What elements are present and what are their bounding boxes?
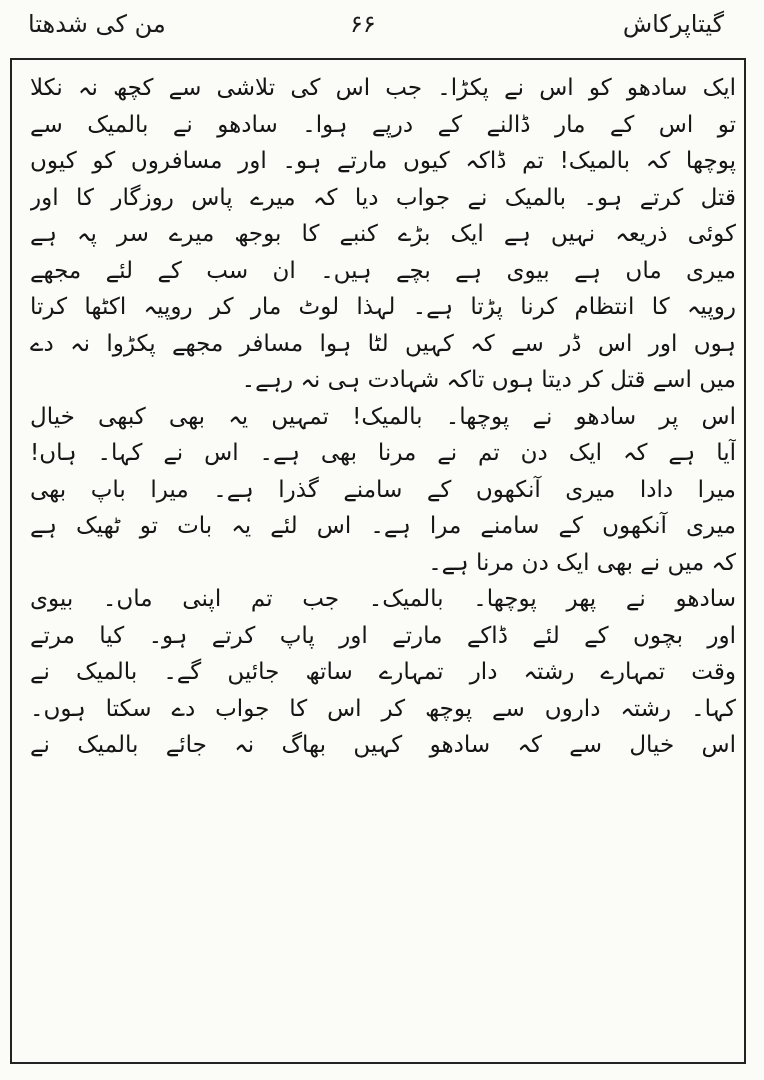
text-line: ہوں اور اس ڈر سے کہ کہیں لٹا ہوا مسافر مجھے پکڑوا نہ دے <box>30 330 736 357</box>
text-line: اور بچوں کے لئے ڈاکے مارتے اور پاپ کرتے ہو۔ کیا مرتے <box>30 622 736 649</box>
book-title: گیتاپرکاش <box>622 10 724 38</box>
text-line: سادھو نے پھر پوچھا۔ بالمیک۔ جب تم اپنی ماں۔ بیوی <box>30 586 736 612</box>
page-number: ۶۶ <box>350 10 376 38</box>
text-line: میری آنکھوں کے سامنے مرا ہے۔ اس لئے یہ بات تو ٹھیک ہے <box>30 513 736 539</box>
text-line: میری ماں ہے بیوی ہے بچے ہیں۔ ان سب کے لئے مجھے <box>30 257 736 284</box>
body-text <box>30 70 736 764</box>
text-line: میں اسے قتل کر دیتا ہوں تاکہ شہادت ہی نہ رہے۔ <box>241 367 736 393</box>
text-line: قتل کرتے ہو۔ بالمیک نے جواب دیا کہ میرے پاس روزگار کا اور <box>30 184 736 211</box>
chapter-title: من کی شدھتا <box>28 10 166 38</box>
text-line: کہا۔ رشتہ داروں سے پوچھ کر اس کا جواب دے سکتا ہوں۔ <box>30 695 736 722</box>
text-line: کہ میں نے بھی ایک دن مرنا ہے۔ <box>428 549 736 576</box>
text-line: آیا ہے کہ ایک دن تم نے مرنا بھی ہے۔ اس نے کہا۔ ہاں! <box>30 440 736 466</box>
text-line: روپیہ کا انتظام کرنا پڑتا ہے۔ لہذا لوٹ مار کر روپیہ اکٹھا کرتا <box>30 294 736 320</box>
text-line: اس پر سادھو نے پوچھا۔ بالمیک! تمہیں یہ بھی کبھی خیال <box>30 403 736 430</box>
page-header <box>0 10 764 52</box>
text-line: میرا دادا میری آنکھوں کے سامنے گذرا ہے۔ میرا باپ بھی <box>30 476 736 503</box>
text-line: وقت تمہارے رشتہ دار تمہارے ساتھ جائیں گے۔ بالمیک نے <box>30 659 736 685</box>
text-line: کوئی ذریعہ نہیں ہے ایک بڑے کنبے کا بوجھ میرے سر پہ ہے <box>30 221 736 247</box>
text-line: پوچھا کہ بالمیک! تم ڈاکہ کیوں مارتے ہو۔ اور مسافروں کو کیوں <box>30 148 736 174</box>
text-line: اس خیال سے کہ سادھو کہیں بھاگ نہ جائے بالمیک نے <box>30 732 736 758</box>
text-line: ایک سادھو کو اس نے پکڑا۔ جب اس کی تلاشی سے کچھ نہ نکلا <box>30 75 736 101</box>
text-line: تو اس کے مار ڈالنے کے درپے ہوا۔ سادھو نے بالمیک سے <box>30 111 736 138</box>
